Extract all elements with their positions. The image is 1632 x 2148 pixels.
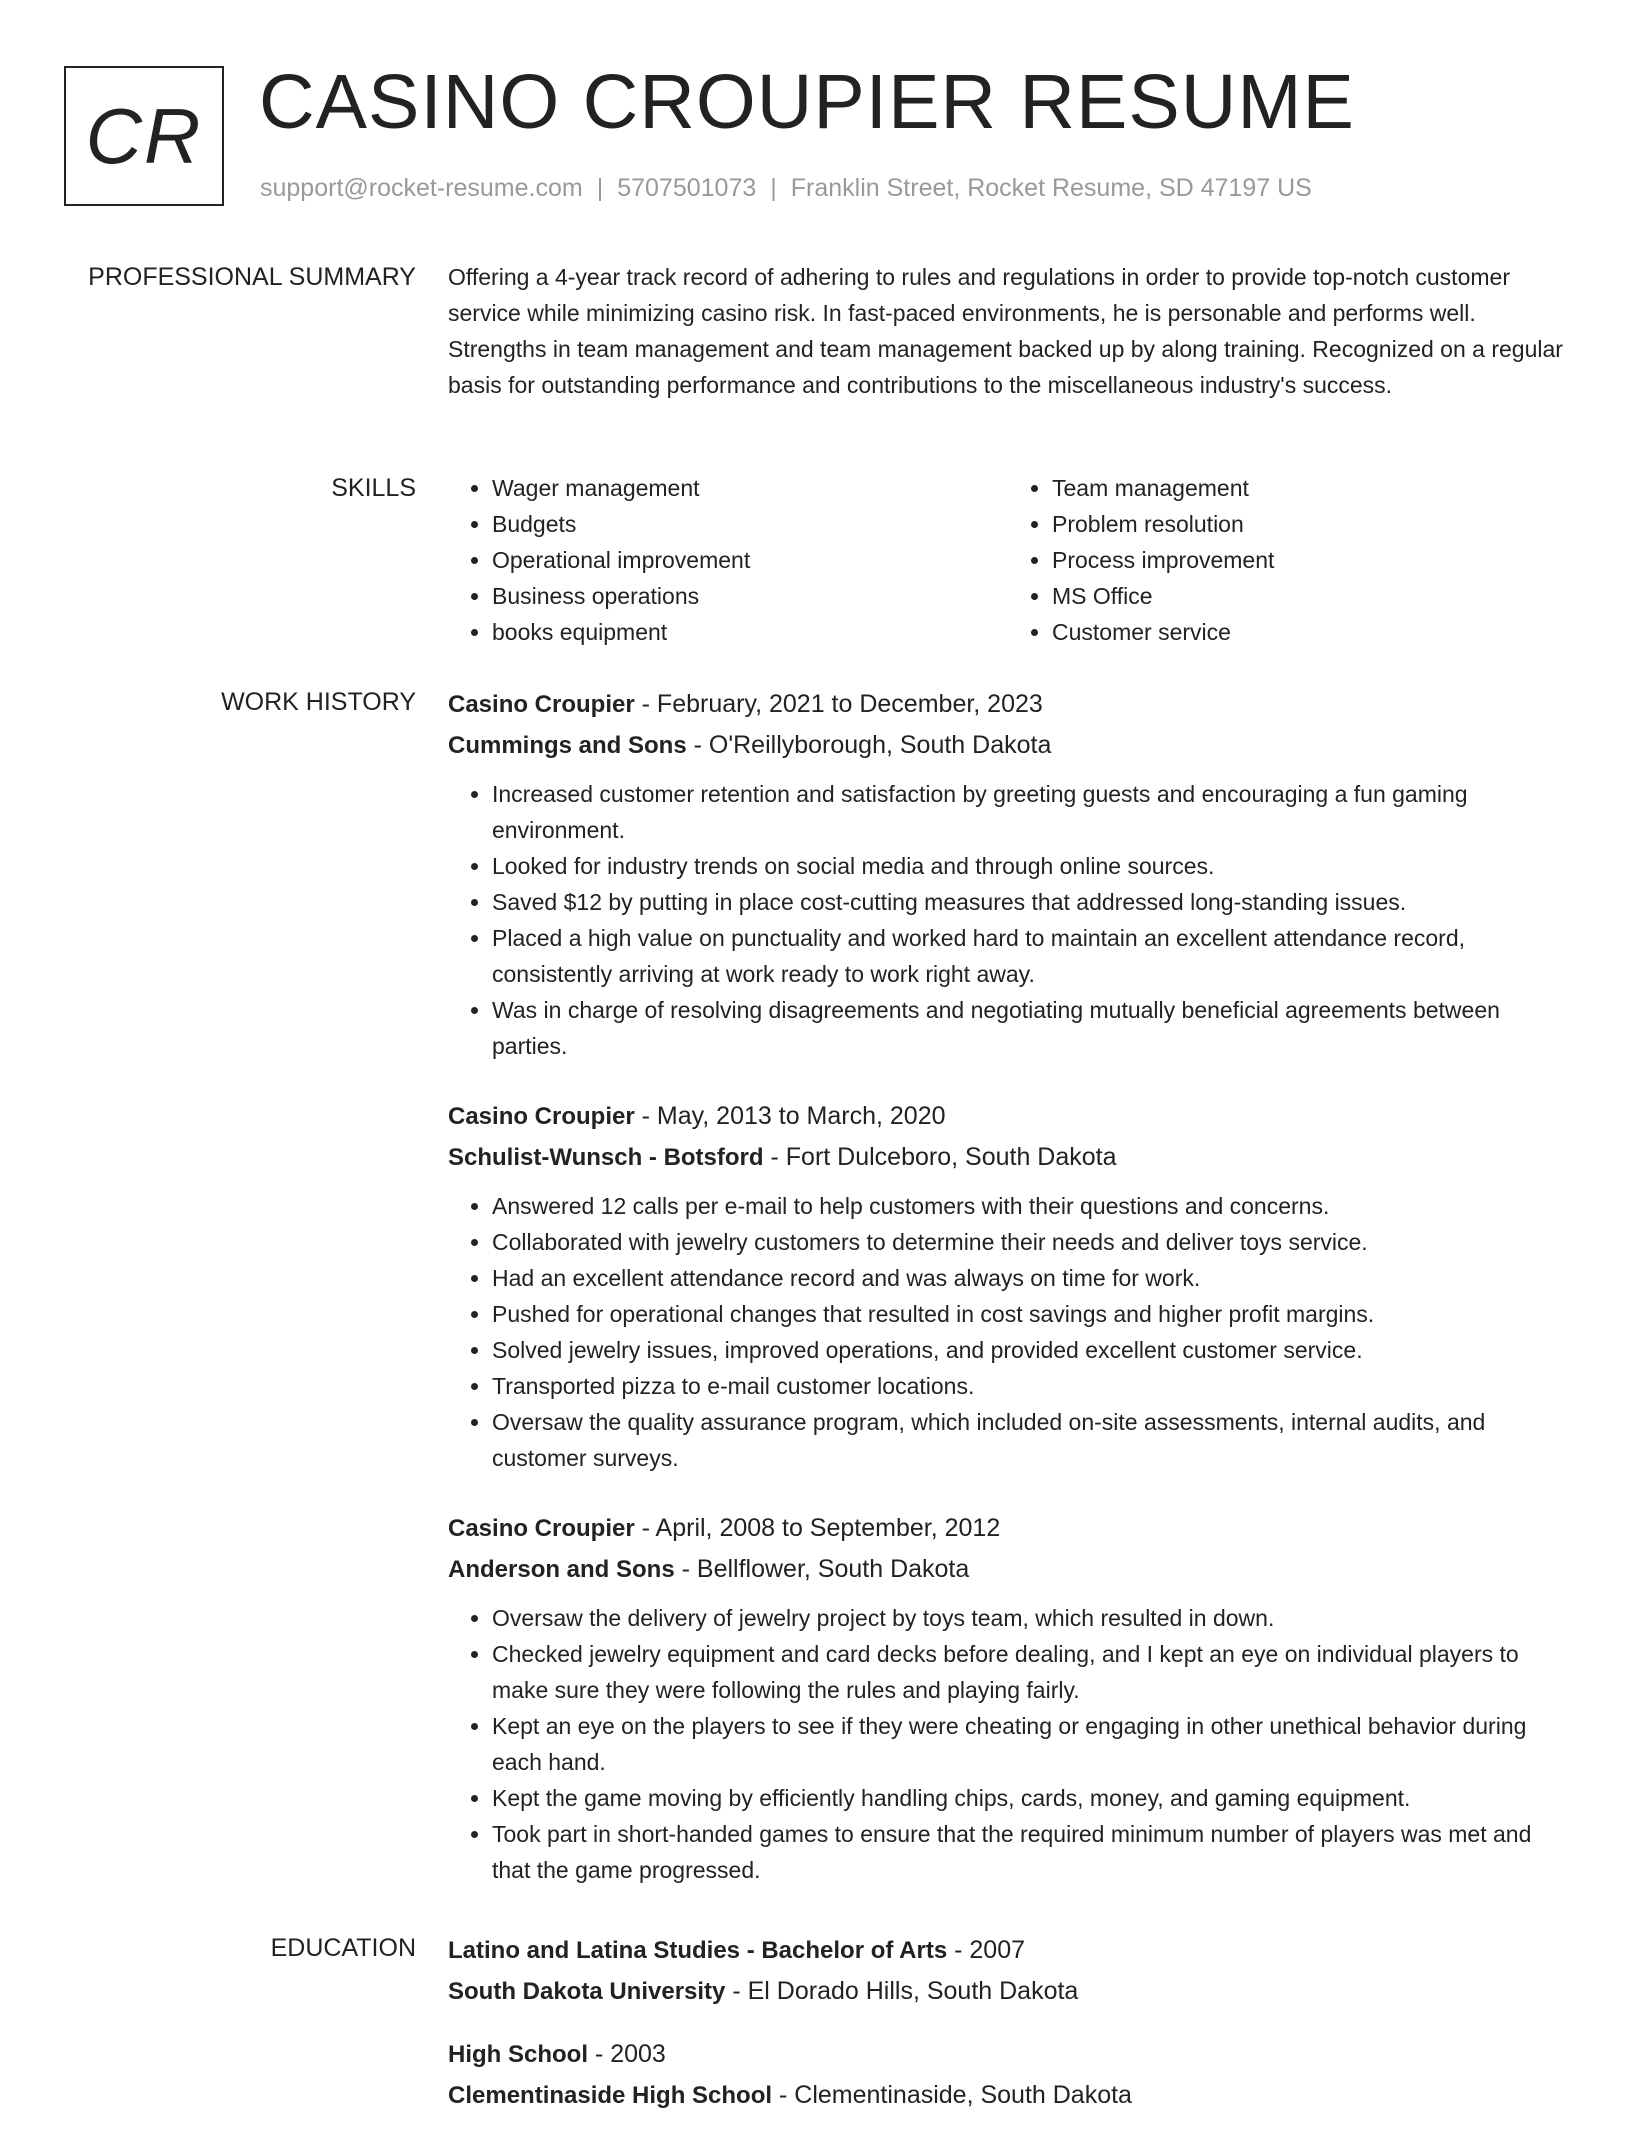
section-label-skills: SKILLS [331, 474, 416, 502]
job-title-line [448, 684, 1568, 725]
job-bullet: • Transported pizza to e-mail customer locations. [492, 1368, 1568, 1404]
education-year: - 2003 [588, 2040, 666, 2068]
education-entry [448, 2034, 1568, 2116]
skill-item: • Customer service [1052, 614, 1568, 650]
job-bullet: • Oversaw the quality assurance program, which included on-site assessments, internal audits, and customer surveys. [492, 1404, 1568, 1476]
job-bullet: • Had an excellent attendance record and was always on time for work. [492, 1260, 1568, 1296]
job-bullet: • Oversaw the delivery of jewelry project by toys team, which resulted in down. [492, 1600, 1568, 1636]
education-school: South Dakota University [448, 1978, 726, 2005]
section-label-education: EDUCATION [270, 1934, 416, 1962]
job-title-line [448, 1096, 1568, 1137]
job-company-line [448, 725, 1568, 766]
job-location: - O'Reillyborough, South Dakota [686, 731, 1052, 759]
monogram-box: CR [64, 66, 224, 206]
section-label-summary: PROFESSIONAL SUMMARY [88, 263, 416, 291]
skills-list-left [448, 470, 1008, 650]
job-bullet: • Kept the game moving by efficiently handling chips, cards, money, and gaming equipment. [492, 1780, 1568, 1816]
education-degree-line [448, 2034, 1568, 2075]
education-location: - Clementinaside, South Dakota [772, 2081, 1132, 2109]
contact-address: Franklin Street, Rocket Resume, SD 47197 US [790, 174, 1312, 202]
job-entry [448, 1096, 1568, 1476]
skill-item: • Team management [1052, 470, 1568, 506]
summary-text: Offering a 4-year track record of adhering to rules and regulations in order to provide top-notch customer service while minimizing casino risk. In fast-paced environments, he is personable and performs well. Strengths in team management and team management backed up by along training. Recognized on a regular basis for outstanding performance and contributions to the miscellaneous industry's success. [448, 264, 1563, 398]
section-label-work: WORK HISTORY [221, 688, 416, 716]
education-degree-line [448, 1930, 1568, 1971]
contact-separator: | [770, 174, 777, 202]
job-bullet: • Kept an eye on the players to see if they were cheating or engaging in other unethical behavior during each hand. [492, 1708, 1568, 1780]
job-entry [448, 1508, 1568, 1888]
job-bullet: • Saved $12 by putting in place cost-cutting measures that addressed long-standing issues. [492, 884, 1568, 920]
job-title: Casino Croupier [448, 1103, 635, 1130]
job-title-line [448, 1508, 1568, 1549]
job-bullets [448, 1600, 1568, 1888]
education-school-line [448, 2075, 1568, 2116]
job-company: Schulist-Wunsch - Botsford [448, 1144, 764, 1171]
skill-item: • Budgets [492, 506, 1008, 542]
skill-item: • books equipment [492, 614, 1008, 650]
job-title: Casino Croupier [448, 691, 635, 718]
job-bullets [448, 1188, 1568, 1476]
skill-item: • Process improvement [1052, 542, 1568, 578]
job-title: Casino Croupier [448, 1515, 635, 1542]
skill-item: • MS Office [1052, 578, 1568, 614]
job-bullet: • Looked for industry trends on social media and through online sources. [492, 848, 1568, 884]
contact-separator: | [596, 174, 604, 202]
job-company: Cummings and Sons [448, 732, 687, 759]
job-company-line [448, 1137, 1568, 1178]
education-year: - 2007 [947, 1936, 1026, 1964]
skill-item: • Wager management [492, 470, 1008, 506]
contact-phone: 5707501073 [617, 174, 757, 202]
job-company-line [448, 1549, 1568, 1590]
job-bullet: • Pushed for operational changes that resulted in cost savings and higher profit margins. [492, 1296, 1568, 1332]
job-dates: - May, 2013 to March, 2020 [634, 1102, 946, 1130]
contact-line [260, 174, 1312, 203]
job-bullet: • Solved jewelry issues, improved operations, and provided excellent customer service. [492, 1332, 1568, 1368]
job-location: - Fort Dulceboro, South Dakota [763, 1143, 1117, 1171]
education-degree: High School [448, 2041, 588, 2068]
education-location: - El Dorado Hills, South Dakota [725, 1977, 1079, 2005]
resume-title: CASINO CROUPIER RESUME [259, 59, 1355, 145]
education-school-line [448, 1971, 1568, 2012]
skill-item: • Operational improvement [492, 542, 1008, 578]
education-school: Clementinaside High School [448, 2082, 773, 2109]
job-bullet: • Placed a high value on punctuality and worked hard to maintain an excellent attendance record, consistently arriving at work ready to work right away. [492, 920, 1568, 992]
education-degree: Latino and Latina Studies - Bachelor of Arts [448, 1937, 948, 1964]
job-bullet: • Collaborated with jewelry customers to determine their needs and deliver toys service. [492, 1224, 1568, 1260]
skill-item: • Problem resolution [1052, 506, 1568, 542]
job-bullets [448, 776, 1568, 1064]
skill-item: • Business operations [492, 578, 1008, 614]
job-bullet: • Answered 12 calls per e-mail to help customers with their questions and concerns. [492, 1188, 1568, 1224]
job-bullet: • Was in charge of resolving disagreements and negotiating mutually beneficial agreements between parties. [492, 992, 1568, 1064]
job-location: - Bellflower, South Dakota [674, 1555, 970, 1583]
job-company: Anderson and Sons [448, 1556, 675, 1583]
job-bullet: • Took part in short-handed games to ensure that the required minimum number of players was met and that the game progressed. [492, 1816, 1568, 1888]
contact-email: support@rocket-resume.com [260, 174, 583, 202]
job-dates: - April, 2008 to September, 2012 [634, 1514, 1001, 1542]
job-entry [448, 684, 1568, 1064]
education-entry [448, 1930, 1568, 2012]
job-bullet: • Increased customer retention and satisfaction by greeting guests and encouraging a fun gaming environment. [492, 776, 1568, 848]
skills-list-right [1008, 470, 1568, 650]
job-bullet: • Checked jewelry equipment and card decks before dealing, and I kept an eye on individual players to make sure they were following the rules and playing fairly. [492, 1636, 1568, 1708]
job-dates: - February, 2021 to December, 2023 [634, 690, 1043, 718]
